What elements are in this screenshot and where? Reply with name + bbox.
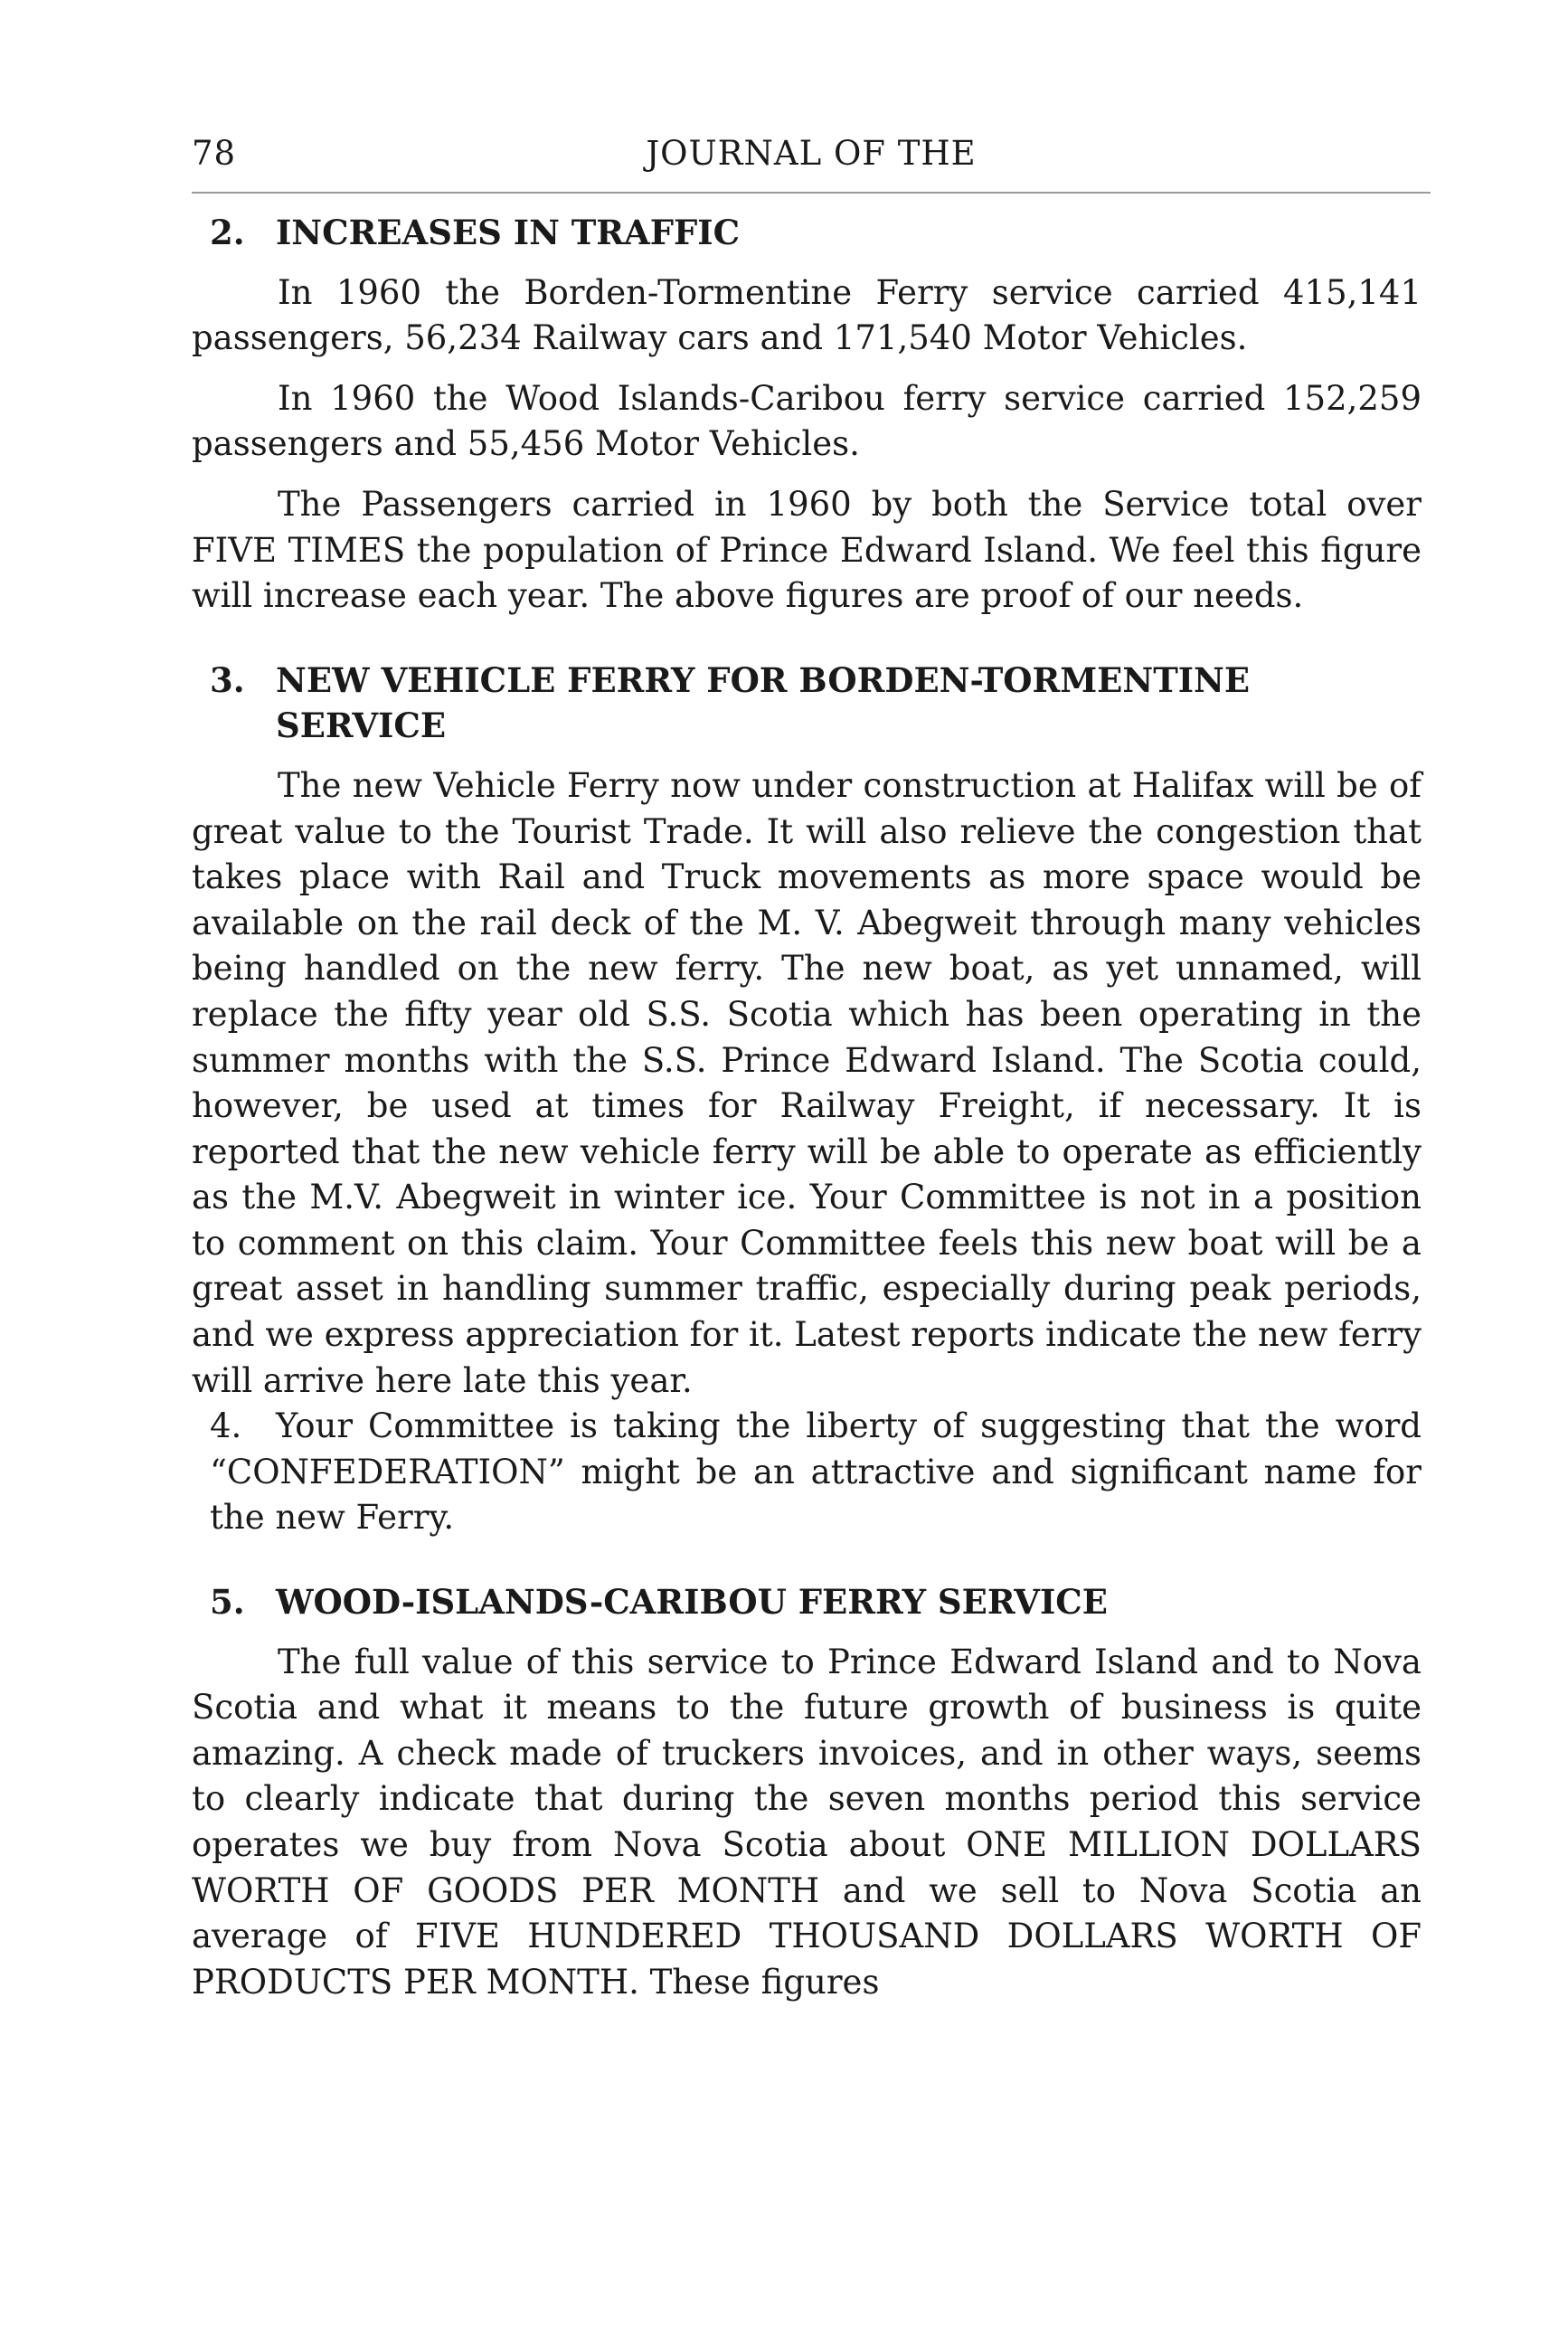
header-rule bbox=[192, 192, 1431, 194]
section-number: 3. bbox=[210, 659, 245, 700]
section-heading-new-vehicle-ferry bbox=[192, 658, 1422, 749]
section-heading-text: WOOD-ISLANDS-CARIBOU FERRY SERVICE bbox=[276, 1582, 1108, 1623]
paragraph: In 1960 the Wood Islands-Caribou ferry service carried 152,259 passengers and 55,456 Motor Vehicles. bbox=[192, 378, 1422, 464]
section-heading-increases-in-traffic bbox=[192, 210, 1422, 256]
section-number: 2. bbox=[210, 213, 245, 252]
section-heading-text: INCREASES IN TRAFFIC bbox=[276, 213, 741, 252]
page-number: 78 bbox=[192, 134, 237, 173]
paragraph: The full value of this service to Prince Edward Island and to Nova Scotia and what it means to the future growth of business is quite amazing. A check made of truckers invoices, and in other ways, seems to clearly indicate that during the seven months period this service operates we buy from Nova Scotia about ONE MILLION DOLLARS WORTH OF GOODS PER MONTH and we sell to Nova Scotia an average of FIVE HUNDERED THOUSAND DOLLARS WORTH OF PRODUCTS PER MONTH. These figures bbox=[192, 1642, 1422, 2002]
section-heading-text: NEW VEHICLE FERRY FOR BORDEN-TORMENTINE SERVICE bbox=[276, 659, 1251, 746]
section-heading-wood-islands-caribou bbox=[192, 1579, 1422, 1625]
paragraph: The Passengers carried in 1960 by both the Service total over FIVE TIMES the population of Prince Edward Island. We feel this figure will increase each year. The above figures are proof of our needs. bbox=[192, 484, 1422, 616]
paragraph: The new Vehicle Ferry now under construction at Halifax will be of great value to the Tourist Trade. It will also relieve the congestion that takes place with Rail and Truck movements as more space would be available on the rail deck of the M. V. Abegweit through many vehicles being handled on the new ferry. The new boat, as yet unnamed, will replace the fifty year old S.S. Scotia which has been operating in the summer months with the S.S. Prince Edward Island. The Scotia could, however, be used at times for Railway Freight, if necessary. It is reported that the new vehicle ferry will be able to operate as efficiently as the M.V. Abegweit in winter ice. Your Committee is not in a position to comment on this claim. Your Committee feels this new boat will be a great asset in handling summer traffic, especially during peak periods, and we express appreciation for it. Latest reports indicate the new ferry will arrive here late this year. bbox=[192, 765, 1422, 1400]
running-head bbox=[192, 134, 1431, 179]
paragraph-text: Your Committee is taking the liberty of suggesting that the word “CONFEDERATION” might be an attractive and significant name for the new Ferry. bbox=[210, 1406, 1422, 1538]
numbered-paragraph-4 bbox=[192, 1404, 1422, 1541]
section-number: 4. bbox=[210, 1406, 242, 1446]
journal-title: JOURNAL OF THE bbox=[646, 134, 977, 173]
body-text bbox=[192, 210, 1422, 2005]
paragraph: In 1960 the Borden-Tormentine Ferry service carried 415,141 passengers, 56,234 Railway cars and 171,540 Motor Vehicles. bbox=[192, 272, 1422, 358]
section-number: 5. bbox=[210, 1582, 245, 1623]
